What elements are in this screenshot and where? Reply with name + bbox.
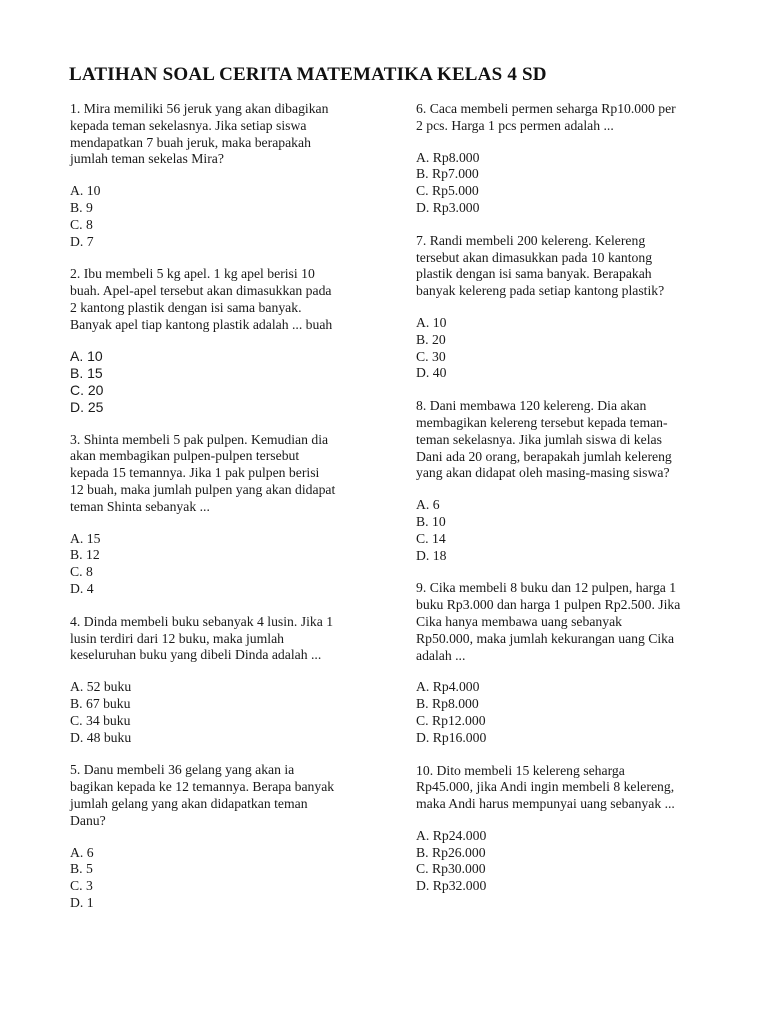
question-text: 3. Shinta membeli 5 pak pulpen. Kemudian dia akan membagikan pulpen-pulpen tersebut kepada 15 temannya. Jika 1 pak pulpen berisi 12 buah, maka jumlah pulpen yang akan didapat teman Shinta sebanyak ... xyxy=(70,431,336,514)
option-c: C. 8 xyxy=(70,564,93,580)
option-b: B. 67 buku xyxy=(70,695,131,711)
question-text: 6. Caca membeli permen seharga Rp10.000 per 2 pcs. Harga 1 pcs permen adalah ... xyxy=(416,101,676,133)
option-c: C. Rp30.000 xyxy=(416,861,486,877)
option-d: D. Rp32.000 xyxy=(416,878,487,894)
question-text: 5. Danu membeli 36 gelang yang akan ia bagikan kepada ke 12 temannya. Berapa banyak jumlah gelang yang akan didapatkan teman Danu? xyxy=(70,762,335,828)
option-b: B. 20 xyxy=(416,331,446,347)
option-b: B. 12 xyxy=(70,547,100,563)
option-b: B. 10 xyxy=(416,513,446,529)
option-b: B. 9 xyxy=(70,199,93,215)
option-a: A. 52 buku xyxy=(70,679,132,695)
option-c: C. 14 xyxy=(416,530,446,546)
option-d: D. 18 xyxy=(416,547,447,563)
question-text: 1. Mira memiliki 56 jeruk yang akan dibagikan kepada teman sekelasnya. Jika setiap siswa mendapatkan 7 buah jeruk, maka berapakah jumlah teman sekelas Mira? xyxy=(70,101,329,167)
option-c: C. 30 xyxy=(416,348,446,364)
left-column xyxy=(70,101,380,912)
question-4 xyxy=(70,614,380,747)
question-text: 9. Cika membeli 8 buku dan 12 pulpen, harga 1 buku Rp3.000 dan harga 1 pulpen Rp2.500. Jika Cika hanya membawa uang sebanyak Rp50.000, maka jumlah kekurangan uang Cika adalah ... xyxy=(416,580,681,663)
option-b: B. Rp8.000 xyxy=(416,696,479,712)
question-9 xyxy=(416,580,728,746)
answer-options xyxy=(416,150,728,217)
answer-options xyxy=(70,845,380,912)
option-d: D. 4 xyxy=(70,580,94,596)
answer-options xyxy=(416,497,728,564)
option-a: A. 6 xyxy=(416,497,440,513)
answer-options xyxy=(70,183,380,250)
question-3 xyxy=(70,432,380,598)
question-text: 7. Randi membeli 200 kelereng. Kelereng tersebut akan dimasukkan pada 10 kantong plastik dengan isi sama banyak. Berapakah banyak kelereng pada setiap kantong plastik? xyxy=(416,232,665,299)
question-5 xyxy=(70,762,380,911)
question-8 xyxy=(416,398,728,564)
option-a: A. Rp24.000 xyxy=(416,827,487,843)
question-1 xyxy=(70,101,380,250)
option-a: A. 10 xyxy=(416,314,447,330)
option-d: D. Rp16.000 xyxy=(416,729,487,745)
option-a: A. 15 xyxy=(70,530,101,546)
answer-options xyxy=(70,679,380,746)
option-c: C. 8 xyxy=(70,216,93,232)
option-d: D. 48 buku xyxy=(70,729,132,745)
right-column xyxy=(416,101,728,895)
page-title: LATIHAN SOAL CERITA MATEMATIKA KELAS 4 SD xyxy=(69,64,547,85)
option-d: D. 25 xyxy=(70,398,104,415)
option-b: B. Rp26.000 xyxy=(416,844,486,860)
question-text: 8. Dani membawa 120 kelereng. Dia akan membagikan kelereng tersebut kepada teman- teman sekelasnya. Jika jumlah siswa di kelas Dani ada 20 orang, berapakah jumlah kelereng yang akan didapat oleh masing-masing siswa? xyxy=(416,398,672,481)
option-a: A. 10 xyxy=(70,347,103,364)
option-a: A. 10 xyxy=(70,183,101,199)
answer-options xyxy=(416,679,728,746)
option-a: A. 6 xyxy=(70,844,94,860)
answer-options xyxy=(70,531,380,598)
option-a: A. Rp4.000 xyxy=(416,679,480,695)
option-d: D. 1 xyxy=(70,894,94,910)
answer-options xyxy=(416,315,728,382)
option-c: C. 34 buku xyxy=(70,712,131,728)
option-c: C. 20 xyxy=(70,381,104,398)
option-b: B. Rp7.000 xyxy=(416,166,479,182)
option-b: B. 15 xyxy=(70,364,103,381)
option-a: A. Rp8.000 xyxy=(416,149,480,165)
answer-options xyxy=(70,348,380,416)
answer-options xyxy=(416,828,728,895)
option-c: C. Rp5.000 xyxy=(416,183,479,199)
question-text: 10. Dito membeli 15 kelereng seharga Rp45.000, jika Andi ingin membeli 8 kelereng, maka Andi harus mempunyai uang sebanyak ... xyxy=(416,762,675,812)
question-6 xyxy=(416,101,728,217)
question-2 xyxy=(70,266,380,415)
question-7 xyxy=(416,233,728,382)
option-c: C. Rp12.000 xyxy=(416,712,486,728)
option-d: D. 40 xyxy=(416,365,447,381)
option-c: C. 3 xyxy=(70,878,93,894)
question-text: 2. Ibu membeli 5 kg apel. 1 kg apel berisi 10 buah. Apel-apel tersebut akan dimasukkan pada 2 kantong plastik dengan isi sama banyak. Banyak apel tiap kantong plastik adalah ... buah xyxy=(70,266,333,332)
option-b: B. 5 xyxy=(70,861,93,877)
question-text: 4. Dinda membeli buku sebanyak 4 lusin. Jika 1 lusin terdiri dari 12 buku, maka jumlah keseluruhan buku yang dibeli Dinda adalah ... xyxy=(70,613,334,663)
option-d: D. Rp3.000 xyxy=(416,199,480,215)
question-10 xyxy=(416,763,728,896)
option-d: D. 7 xyxy=(70,233,94,249)
